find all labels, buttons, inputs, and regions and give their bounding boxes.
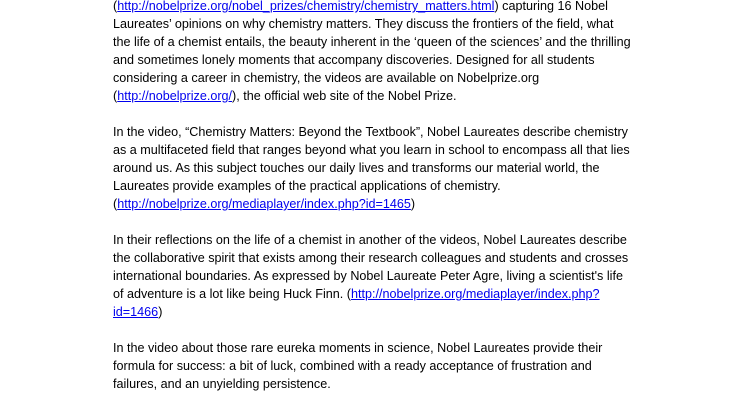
nobelprize-home-link[interactable]: http://nobelprize.org/ [117,89,233,103]
mediaplayer-1465-link[interactable]: http://nobelprize.org/mediaplayer/index.php?id=1465 [117,197,411,211]
text-segment: In the video about those rare eureka moments in science, Nobel Laureates provide their formula for success: a bit of luck, combined with a ready acceptance of frustration and failures, and an unyielding persistence. [113,341,603,391]
paragraph-intro [113,0,633,105]
chemistry-matters-link[interactable]: http://nobelprize.org/nobel_prizes/chemistry/chemistry_matters.html [117,0,495,13]
paragraph-life-of-chemist [113,231,633,321]
text-segment: ), the official web site of the Nobel Prize. [232,89,457,103]
text-segment: ) [158,305,163,319]
text-segment: ) [410,197,416,211]
document-page [113,0,633,411]
mediaplayer-1466-link[interactable]: http://nobelprize.org/mediaplayer/index.php?id=1466 [113,287,600,319]
text-segment: ) capturing 16 Nobel Laureates’ opinions on why chemistry matters. They discuss the frontiers of the field, what the life of a chemist entails, the beauty inherent in the ‘queen of the sciences’ and the thrilling and sometimes lonely moments that accompany discoveries. Designed for all students considering a career in chemistry, the videos are available on Nobelprize.org ( [113,0,631,103]
paragraph-eureka [113,339,633,393]
paragraph-beyond-textbook [113,123,633,213]
text-segment: In their reflections on the life of a chemist in another of the videos, Nobel Laureates describe the collaborative spirit that exists among their research colleagues and students and crosses international boundaries. As expressed by Nobel Laureate Peter Agre, living a scientist's life of adventure is a lot like being Huck Finn. ( [113,233,629,301]
text-segment: In the video, “Chemistry Matters: Beyond the Textbook”, Nobel Laureates describe chemistry as a multifaceted field that ranges beyond what you learn in school to encompass all that lies around us. As this subject touches our daily lives and transforms our material world, the Laureates provide examples of the practical applications of chemistry. ( [113,125,630,211]
text-segment: ( [113,0,118,13]
